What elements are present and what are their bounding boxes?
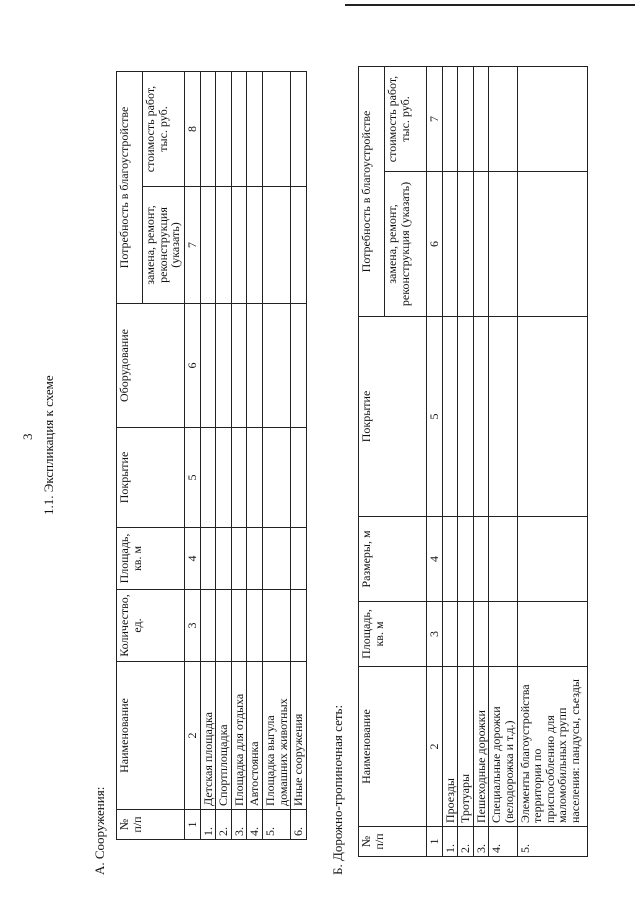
col-number: 5: [427, 317, 443, 517]
col-number: 7: [185, 187, 201, 304]
row-num: 6.: [291, 810, 307, 840]
header-row: [117, 72, 143, 840]
page-number: 3: [20, 433, 35, 440]
row-name: Специальные дорожки (велодорожка и т.д.): [489, 667, 517, 827]
row-name: Спортплощадка: [216, 662, 232, 810]
col-number: 2: [427, 667, 443, 827]
table-row: [247, 72, 263, 840]
header-name: Наименование: [117, 662, 185, 810]
col-number: 6: [427, 172, 443, 317]
header-qty: Количество, ед.: [117, 590, 185, 662]
header-name: Наименование: [359, 667, 427, 827]
table-row: [473, 67, 489, 857]
row-num: 3.: [473, 827, 489, 857]
col-number: 1: [427, 827, 443, 857]
row-num: 1.: [200, 810, 216, 840]
col-number: 1: [185, 810, 201, 840]
row-num: 3.: [231, 810, 247, 840]
table-row: [291, 72, 307, 840]
header-cost: стоимость работ, тыс. руб.: [385, 67, 427, 172]
row-num: 4.: [489, 827, 517, 857]
col-number: 5: [185, 428, 201, 528]
row-name: Детская площадка: [200, 662, 216, 810]
row-num: 2.: [458, 827, 474, 857]
table-row: [216, 72, 232, 840]
row-num: 2.: [216, 810, 232, 840]
road-network-table: [358, 66, 588, 857]
table-row: [262, 72, 290, 840]
header-num: № п/п: [117, 810, 185, 840]
header-cost: стоимость работ, тыс. руб.: [143, 72, 185, 187]
col-number: 8: [185, 72, 201, 187]
row-num: 1.: [442, 827, 458, 857]
row-name: Площадка для отдыха: [231, 662, 247, 810]
column-numbers-row: [185, 72, 201, 840]
header-cover: Покрытие: [117, 428, 185, 528]
header-area: Площадь, кв. м: [359, 602, 427, 667]
col-number: 7: [427, 67, 443, 172]
header-num: № п/п: [359, 827, 427, 857]
table-row: [458, 67, 474, 857]
header-size: Размеры, м: [359, 517, 427, 602]
column-numbers-row: [427, 67, 443, 857]
col-number: 4: [185, 528, 201, 590]
row-name: Пешеходные дорожки: [473, 667, 489, 827]
col-number: 2: [185, 662, 201, 810]
col-number: 4: [427, 517, 443, 602]
page-title: 1.1. Экспликация к схеме: [41, 375, 56, 515]
header-need: Потребность в благоустройстве: [359, 67, 385, 317]
header-cover: Покрытие: [359, 317, 427, 517]
row-name: Тротуары: [458, 667, 474, 827]
section-a-heading: А. Сооружения:: [92, 786, 107, 875]
row-num: 5.: [517, 827, 587, 857]
header-equipment: Оборудование: [117, 304, 185, 428]
row-name: Элементы благоустройства территории по приспособлению для маломобильных групп населения: пандусы, съезды: [517, 667, 587, 827]
section-b-heading: Б. Дорожно-тропиночная сеть:: [330, 704, 345, 875]
table-row: [517, 67, 587, 857]
table-row: [200, 72, 216, 840]
header-repair: замена, ремонт, реконструкция (указать): [143, 187, 185, 304]
table-row: [442, 67, 458, 857]
table-row: [489, 67, 517, 857]
row-name: Проезды: [442, 667, 458, 827]
row-name: Иные сооружения: [291, 662, 307, 810]
col-number: 3: [185, 590, 201, 662]
structures-table: [116, 71, 307, 840]
header-need: Потребность в благоустройстве: [117, 72, 143, 304]
table-row: [231, 72, 247, 840]
col-number: 3: [427, 602, 443, 667]
row-name: Площадка выгула домашних животных: [262, 662, 290, 810]
header-area: Площадь, кв. м: [117, 528, 185, 590]
row-name: Автостоянка: [247, 662, 263, 810]
row-num: 5.: [262, 810, 290, 840]
row-num: 4.: [247, 810, 263, 840]
header-row: [359, 67, 385, 857]
header-repair: замена, ремонт, реконструкция (указать): [385, 172, 427, 317]
col-number: 6: [185, 304, 201, 428]
